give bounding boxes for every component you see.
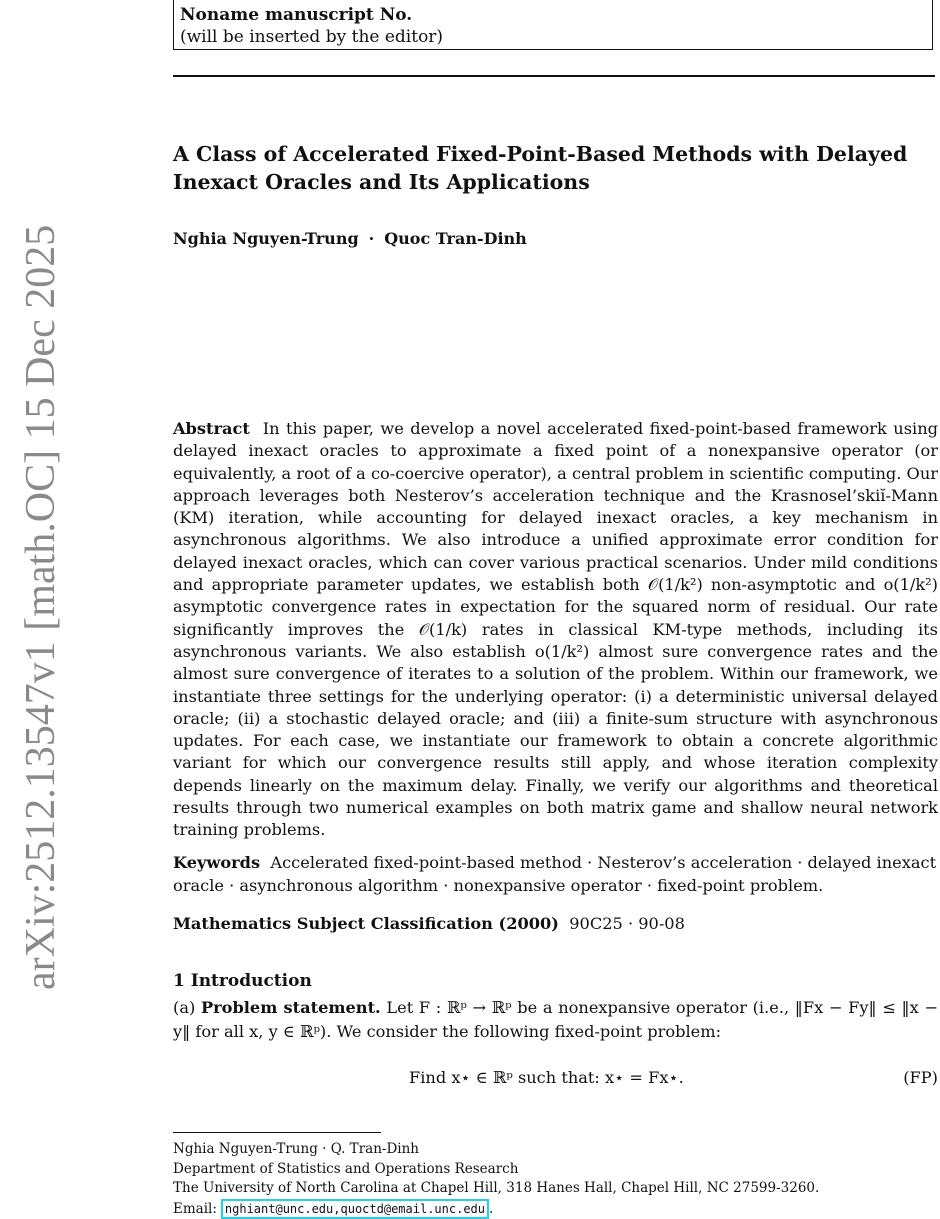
arxiv-stamp [0, 0, 48, 1000]
email-label: Email: [173, 1201, 217, 1217]
keywords [173, 852, 938, 897]
author-name: Nghia Nguyen-Trung [173, 229, 359, 248]
msc-codes: 90C25 · 90-08 [569, 914, 685, 933]
email-end: . [489, 1201, 493, 1217]
footnote-email-line [173, 1199, 933, 1219]
keywords-text: Accelerated fixed-point-based method · Nesterov’s acceleration · delayed inexact oracle · asynchronous algorithm · nonexpansive operator · fixed-point problem. [173, 853, 936, 895]
manuscript-note: (will be inserted by the editor) [180, 26, 926, 48]
author-footnote [173, 1140, 933, 1219]
subject-classification [173, 913, 938, 935]
footnote-rule [173, 1132, 381, 1133]
equation-label: (FP) [903, 1066, 938, 1090]
keywords-heading: Keywords [173, 853, 260, 872]
email-link-1[interactable]: nghiant@unc.edu [225, 1202, 333, 1216]
abstract-text: In this paper, we develop a novel accelerated fixed-point-based framework using delayed inexact oracles to approximate a fixed point of a nonexpansive operator (or equivalently, a root of a co-coercive operator), a central problem in scientific computing. Our approach leverages both Nesterov’s acceleration technique and the Krasnosel’skiĭ-Mann (KM) iteration, while accounting for delayed inexact oracles, a key mechanism in asynchronous algorithms. We also introduce a unified approximate error condition for delayed inexact oracles, which can cover various practical scenarios. Under mild conditions and appropriate parameter updates, we establish both 𝒪(1/k²) non-asymptotic and o(1/k²) asymptotic convergence rates in expectation for the squared norm of residual. Our rate significantly improves the 𝒪(1/k) rates in classical KM-type methods, including its asynchronous variants. We also establish o(1/k²) almost sure convergence rates and the almost sure convergence of iterates to a solution of the problem. Within our framework, we instantiate three settings for the underlying operator: (i) a deterministic universal delayed oracle; (ii) a stochastic delayed oracle; and (iii) a finite-sum structure with asynchronous updates. For each case, we instantiate our framework to obtain a concrete algorithmic variant for which our convergence results still apply, and whose iteration complexity depends linearly on the maximum delay. Finally, we verify our algorithms and theoretical results through two numerical examples on both matrix game and shallow neural network training problems. [173, 419, 938, 839]
author-list [173, 228, 933, 250]
para-text: Let F : ℝᵖ → ℝᵖ be a nonexpansive operator (i.e., ‖Fx − Fy‖ ≤ ‖x − y‖ for all x, y ∈ ℝᵖ). We consider the following fixed-point problem: [173, 998, 938, 1041]
paper-title: A Class of Accelerated Fixed-Point-Based Methods with Delayed Inexact Oracles and Its Applications [173, 140, 933, 196]
email-separator: , [333, 1202, 340, 1216]
footnote-authors: Nghia Nguyen-Trung · Q. Tran-Dinh [173, 1140, 933, 1160]
header-rule [173, 75, 935, 77]
equation-fp [173, 1066, 938, 1090]
manuscript-title: Noname manuscript No. [180, 4, 926, 26]
msc-heading: Mathematics Subject Classification (2000) [173, 914, 559, 933]
footnote-address: The University of North Carolina at Chapel Hill, 318 Hanes Hall, Chapel Hill, NC 27599-3260. [173, 1179, 933, 1199]
para-heading: Problem statement. [201, 998, 381, 1017]
author-name: Quoc Tran-Dinh [384, 229, 527, 248]
email-highlight [221, 1199, 489, 1219]
para-label: (a) [173, 998, 195, 1017]
author-separator: · [369, 229, 375, 248]
section-heading-introduction: 1 Introduction [173, 970, 312, 992]
equation: Find x⋆ ∈ ℝᵖ such that: x⋆ = Fx⋆. [409, 1066, 684, 1090]
abstract [173, 418, 938, 842]
intro-paragraph [173, 996, 938, 1044]
manuscript-box [173, 0, 933, 50]
arxiv-identifier[interactable]: arXiv:2512.13547v1 [math.OC] 15 Dec 2025 [20, 265, 62, 990]
email-link-2[interactable]: quoctd@email.unc.edu [341, 1202, 486, 1216]
footnote-department: Department of Statistics and Operations Research [173, 1160, 933, 1180]
abstract-heading: Abstract [173, 419, 250, 438]
